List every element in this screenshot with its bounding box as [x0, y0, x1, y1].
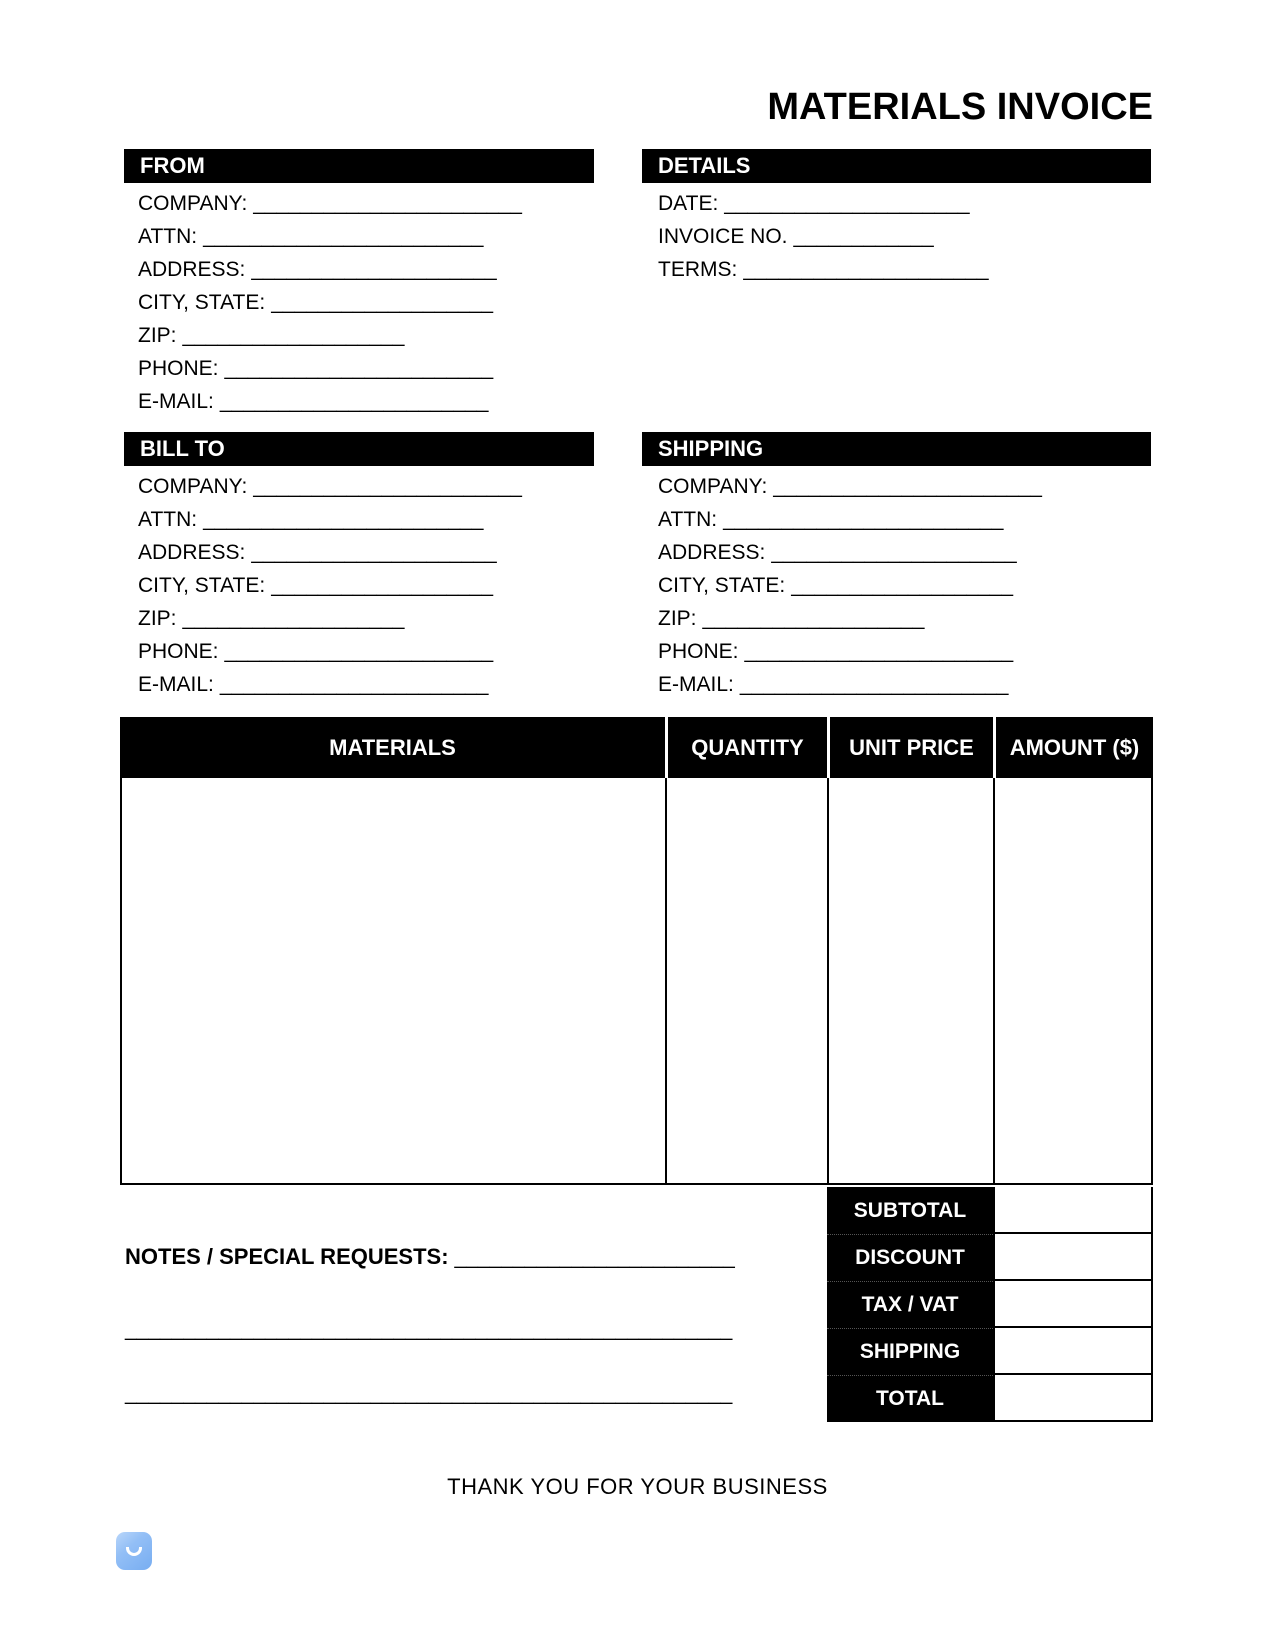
field-label: ATTN:	[658, 508, 718, 531]
blank-line[interactable]: _____________________	[743, 258, 989, 281]
summary-label-discount: DISCOUNT	[827, 1234, 993, 1281]
field-label: PHONE:	[138, 357, 219, 380]
section-from	[124, 149, 594, 418]
section-bill-to	[124, 432, 594, 701]
section-header-shipping: SHIPPING	[642, 432, 1151, 466]
field-ship-city-state	[642, 569, 1151, 602]
field-label: TERMS:	[658, 258, 738, 281]
field-terms	[642, 253, 1151, 286]
page-title: MATERIALS INVOICE	[767, 86, 1153, 128]
field-ship-email	[642, 668, 1151, 701]
blank-line[interactable]: ___________________	[791, 574, 1014, 597]
blank-line[interactable]: _____________________	[771, 541, 1017, 564]
field-from-company	[124, 187, 594, 220]
summary-row-tax-vat	[827, 1281, 1153, 1328]
section-header-details: DETAILS	[642, 149, 1151, 183]
section-header-from: FROM	[124, 149, 594, 183]
details-fields	[642, 187, 1151, 286]
materials-entry-cell[interactable]	[122, 778, 667, 1183]
summary-label-total: TOTAL	[827, 1375, 993, 1422]
blank-line[interactable]: _______________________	[219, 390, 489, 413]
blank-line[interactable]: _______________________	[773, 475, 1042, 498]
blank-line[interactable]: _____________________	[724, 192, 970, 215]
field-label: E-MAIL:	[658, 673, 734, 696]
summary-label-subtotal: SUBTOTAL	[827, 1187, 993, 1234]
blank-line[interactable]: ________________________	[203, 508, 484, 531]
blank-line[interactable]: ____________	[793, 225, 934, 248]
blank-line[interactable]: _______________________	[219, 673, 489, 696]
materials-table	[120, 717, 1153, 1185]
materials-table-body	[120, 778, 1153, 1185]
field-from-zip	[124, 319, 594, 352]
summary-value-shipping[interactable]	[993, 1328, 1153, 1375]
materials-table-header	[120, 717, 1153, 778]
summary-row-discount	[827, 1234, 1153, 1281]
bill-to-fields	[124, 470, 594, 701]
field-label: ZIP:	[138, 607, 177, 630]
field-billto-email	[124, 668, 594, 701]
field-from-address	[124, 253, 594, 286]
blank-line[interactable]: ________________________	[203, 225, 484, 248]
section-details	[642, 149, 1151, 286]
field-label: E-MAIL:	[138, 390, 214, 413]
field-ship-address	[642, 536, 1151, 569]
field-billto-zip	[124, 602, 594, 635]
field-label: ADDRESS:	[658, 541, 766, 564]
quantity-entry-cell[interactable]	[667, 778, 829, 1183]
blank-line[interactable]: _______________________	[744, 640, 1014, 663]
field-from-phone	[124, 352, 594, 385]
field-label: E-MAIL:	[138, 673, 214, 696]
field-invoice-no	[642, 220, 1151, 253]
field-label: PHONE:	[658, 640, 739, 663]
blank-line[interactable]: ________________________	[723, 508, 1004, 531]
notes-blank-line-1[interactable]: ____________________________________________________	[125, 1318, 733, 1341]
field-label: ATTN:	[138, 225, 198, 248]
field-billto-city-state	[124, 569, 594, 602]
summary-value-discount[interactable]	[993, 1234, 1153, 1281]
field-label: COMPANY:	[138, 475, 248, 498]
summary-label-shipping: SHIPPING	[827, 1328, 993, 1375]
field-billto-attn	[124, 503, 594, 536]
field-billto-address	[124, 536, 594, 569]
summary-table	[827, 1187, 1153, 1422]
field-ship-phone	[642, 635, 1151, 668]
field-label: DATE:	[658, 192, 719, 215]
unit-price-entry-cell[interactable]	[829, 778, 995, 1183]
field-billto-phone	[124, 635, 594, 668]
summary-label-tax-vat: TAX / VAT	[827, 1281, 993, 1328]
shipping-fields	[642, 470, 1151, 701]
blank-line[interactable]: _______________________	[224, 357, 494, 380]
field-label: ATTN:	[138, 508, 198, 531]
field-label: CITY, STATE:	[138, 574, 266, 597]
field-label: PHONE:	[138, 640, 219, 663]
col-header-unit-price: UNIT PRICE	[827, 717, 993, 778]
field-label: ADDRESS:	[138, 258, 246, 281]
from-fields	[124, 187, 594, 418]
summary-row-total	[827, 1375, 1153, 1422]
blank-line[interactable]: ___________________	[702, 607, 925, 630]
field-label: CITY, STATE:	[138, 291, 266, 314]
blank-line[interactable]: ___________________	[271, 574, 494, 597]
summary-row-shipping	[827, 1328, 1153, 1375]
notes-label: NOTES / SPECIAL REQUESTS:	[125, 1244, 449, 1269]
blank-line[interactable]: _____________________	[251, 541, 497, 564]
field-billto-company	[124, 470, 594, 503]
col-header-quantity: QUANTITY	[665, 717, 827, 778]
blank-line[interactable]: ___________________	[271, 291, 494, 314]
blank-line[interactable]: _____________________	[251, 258, 497, 281]
col-header-materials: MATERIALS	[329, 734, 456, 760]
field-ship-zip	[642, 602, 1151, 635]
blank-line[interactable]: ________________________	[454, 1246, 735, 1269]
notes-special-requests	[125, 1244, 735, 1270]
summary-value-total[interactable]	[993, 1375, 1153, 1422]
summary-value-tax-vat[interactable]	[993, 1281, 1153, 1328]
field-label: CITY, STATE:	[658, 574, 786, 597]
blank-line[interactable]: ___________________	[182, 607, 405, 630]
field-ship-attn	[642, 503, 1151, 536]
notes-blank-line-2[interactable]: ____________________________________________________	[125, 1382, 733, 1405]
summary-value-subtotal[interactable]	[993, 1187, 1153, 1234]
field-label: INVOICE NO.	[658, 225, 788, 248]
amount-entry-cell[interactable]	[995, 778, 1151, 1183]
section-header-bill-to: BILL TO	[124, 432, 594, 466]
summary-row-subtotal	[827, 1187, 1153, 1234]
field-from-email	[124, 385, 594, 418]
field-label: ADDRESS:	[138, 541, 246, 564]
col-header-amount: AMOUNT ($)	[993, 717, 1153, 778]
smile-document-logo-icon	[116, 1532, 152, 1570]
field-from-city-state	[124, 286, 594, 319]
thank-you-message: THANK YOU FOR YOUR BUSINESS	[447, 1474, 828, 1499]
section-shipping	[642, 432, 1151, 701]
field-label: COMPANY:	[658, 475, 768, 498]
field-label: ZIP:	[138, 324, 177, 347]
blank-line[interactable]: _______________________	[253, 192, 522, 215]
blank-line[interactable]: _______________________	[253, 475, 522, 498]
field-date	[642, 187, 1151, 220]
field-label: ZIP:	[658, 607, 697, 630]
field-ship-company	[642, 470, 1151, 503]
smile-icon	[126, 1547, 142, 1556]
blank-line[interactable]: _______________________	[739, 673, 1009, 696]
blank-line[interactable]: ___________________	[182, 324, 405, 347]
field-label: COMPANY:	[138, 192, 248, 215]
blank-line[interactable]: _______________________	[224, 640, 494, 663]
field-from-attn	[124, 220, 594, 253]
